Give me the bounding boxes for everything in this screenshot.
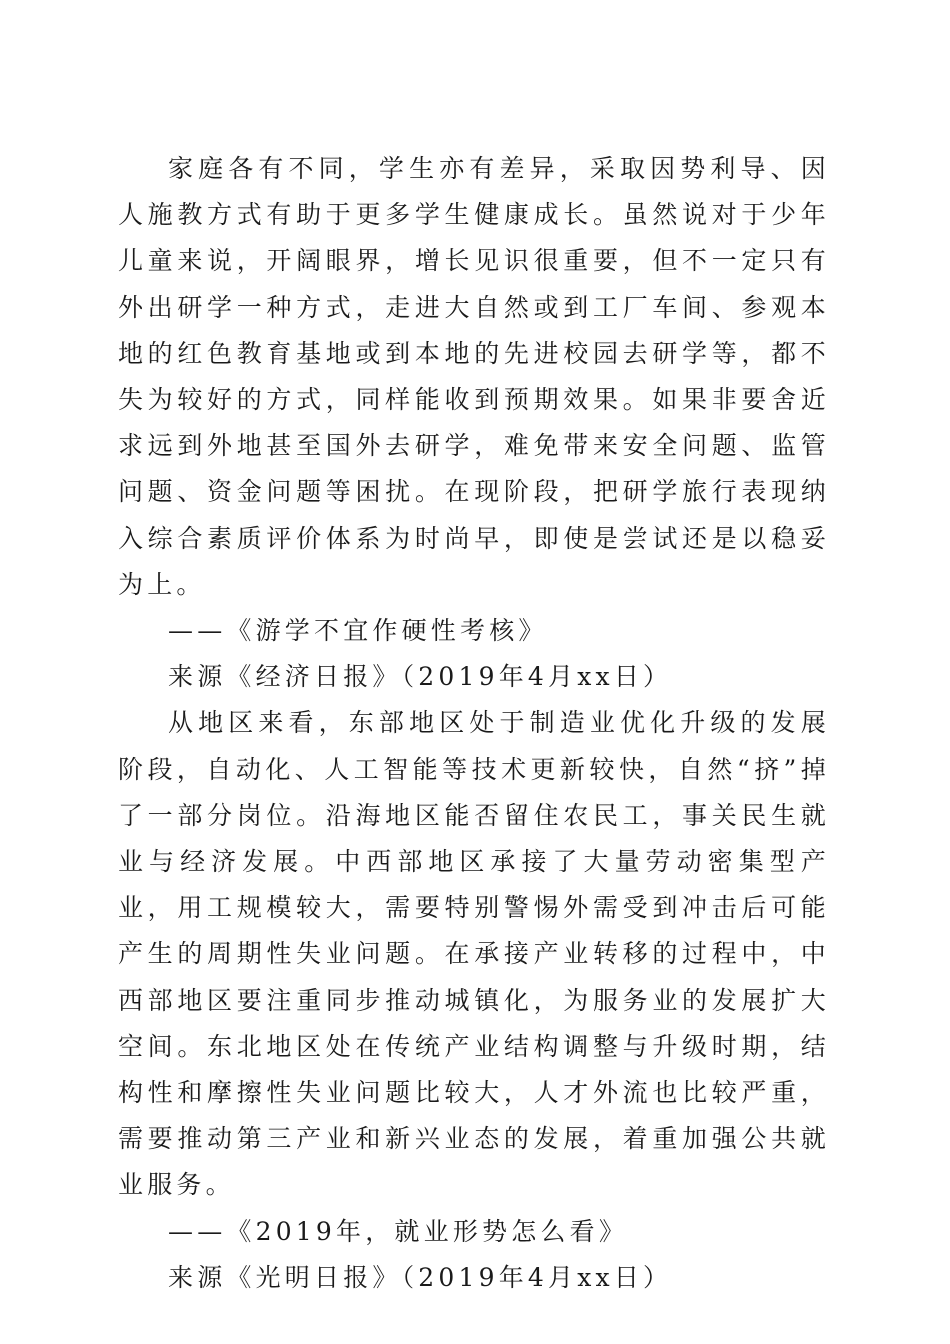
excerpt-title-2: ——《2019年，就业形势怎么看》 — [168, 1216, 629, 1246]
excerpt-paragraph-2: 从地区来看，东部地区处于制造业优化升级的发展阶段，自动化、人工智能等技术更新较快，自然“挤”掉了一部分岗位。沿海地区能否留住农民工，事关民生就业与经济发展。中西部地区承接了大量劳动密集型产业，用工规模较大，需要特别警惕外需受到冲击后可能产生的周期性失业问题。在承接产业转移的过程中，中西部地区要注重同步推动城镇化，为服务业的发展扩大空间。东北地区处在传统产业结构调整与升级时期，结构性和摩擦性失业问题比较大，人才外流也比较严重，需要推动第三产业和新兴业态的发展，着重加强公共就业服务。 — [118, 708, 830, 1200]
excerpt-source-1: 来源《经济日报》（2019年4月xx日） — [168, 662, 673, 692]
excerpt-paragraph-1: 家庭各有不同，学生亦有差异，采取因势利导、因人施教方式有助于更多学生健康成长。虽然说对于少年儿童来说，开阔眼界，增长见识很重要，但不一定只有外出研学一种方式，走进大自然或到工厂车间、参观本地的红色教育基地或到本地的先进校园去研学等，都不失为较好的方式，同样能收到预期效果。如果非要舍近求远到外地甚至国外去研学，难免带来安全问题、监管问题、资金问题等困扰。在现阶段，把研学旅行表现纳入综合素质评价体系为时尚早，即使是尝试还是以稳妥为上。 — [118, 154, 830, 599]
excerpt-source-2: 来源《光明日报》（2019年4月xx日） — [168, 1262, 673, 1292]
document-body — [118, 146, 830, 1301]
excerpt-title-1: ——《游学不宜作硬性考核》 — [168, 616, 548, 646]
